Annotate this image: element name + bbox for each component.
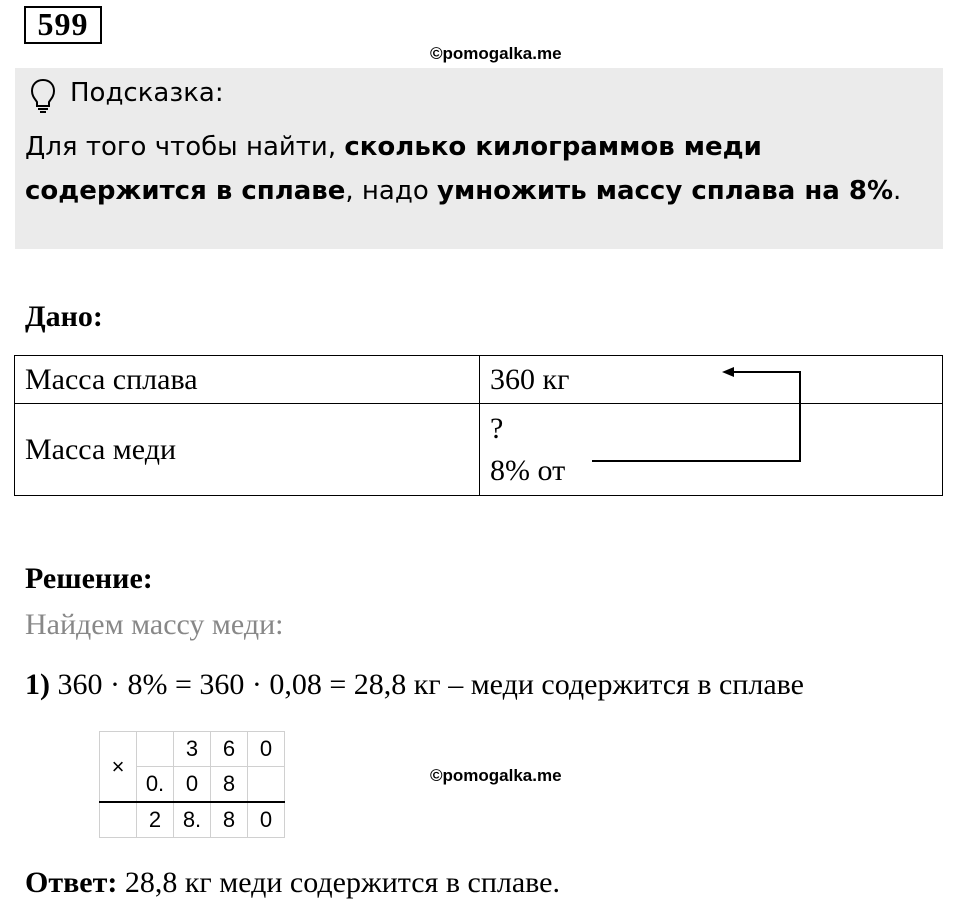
calc-cell: 0	[248, 732, 285, 767]
calc-cell	[137, 732, 174, 767]
lightbulb-icon	[30, 78, 56, 114]
calc-cell: 3	[174, 732, 211, 767]
given-label: Масса меди	[15, 404, 480, 496]
answer-text: 28,8 кг меди содержится в сплаве.	[117, 866, 560, 899]
table-row	[15, 356, 943, 404]
hint-text-part: умножить массу сплава на 8%	[437, 176, 894, 206]
calc-cell: 8.	[174, 802, 211, 838]
hint-title: Подсказка:	[70, 78, 224, 108]
hint-text-part: , надо	[345, 176, 438, 206]
step-text: 360 · 8% = 360 · 0,08 = 28,8 кг – меди содержится в сплаве	[50, 668, 804, 701]
answer	[25, 866, 560, 900]
calc-cell: 0	[248, 802, 285, 838]
given-value: 360 кг	[480, 356, 943, 404]
given-unknown: ?	[490, 411, 504, 445]
watermark-top: ©pomogalka.me	[430, 44, 562, 63]
table-row	[15, 404, 943, 496]
solution-intro: Найдем массу меди:	[25, 608, 284, 641]
calc-cell: 8	[211, 767, 248, 803]
calc-cell: 6	[211, 732, 248, 767]
solution-title: Решение:	[25, 562, 153, 595]
answer-label: Ответ:	[25, 866, 118, 899]
calc-cell: 8	[211, 802, 248, 838]
hint-text	[25, 125, 935, 213]
given-value	[480, 404, 943, 496]
given-title: Дано:	[25, 300, 103, 333]
solution-step	[25, 668, 804, 702]
watermark-middle: ©pomogalka.me	[430, 766, 562, 785]
hint-text-part: .	[893, 176, 902, 206]
calc-cell: 2	[137, 802, 174, 838]
multiply-sign: ×	[100, 732, 137, 803]
given-label: Масса сплава	[15, 356, 480, 404]
column-multiplication	[99, 731, 285, 838]
calc-cell: 0	[174, 767, 211, 803]
calc-cell	[100, 802, 137, 838]
hint-text-part: Для того чтобы найти,	[25, 132, 345, 162]
calc-row	[100, 802, 285, 838]
hint-text-part: содержится в сплаве	[25, 176, 346, 206]
calc-cell	[248, 767, 285, 803]
step-number: 1)	[25, 668, 50, 701]
given-percent: 8% от	[490, 453, 566, 487]
calc-cell: 0.	[137, 767, 174, 803]
task-number: 599	[24, 6, 102, 44]
hint-text-part: сколько килограммов меди	[344, 132, 762, 162]
given-table	[14, 355, 943, 496]
calc-row	[100, 732, 285, 767]
